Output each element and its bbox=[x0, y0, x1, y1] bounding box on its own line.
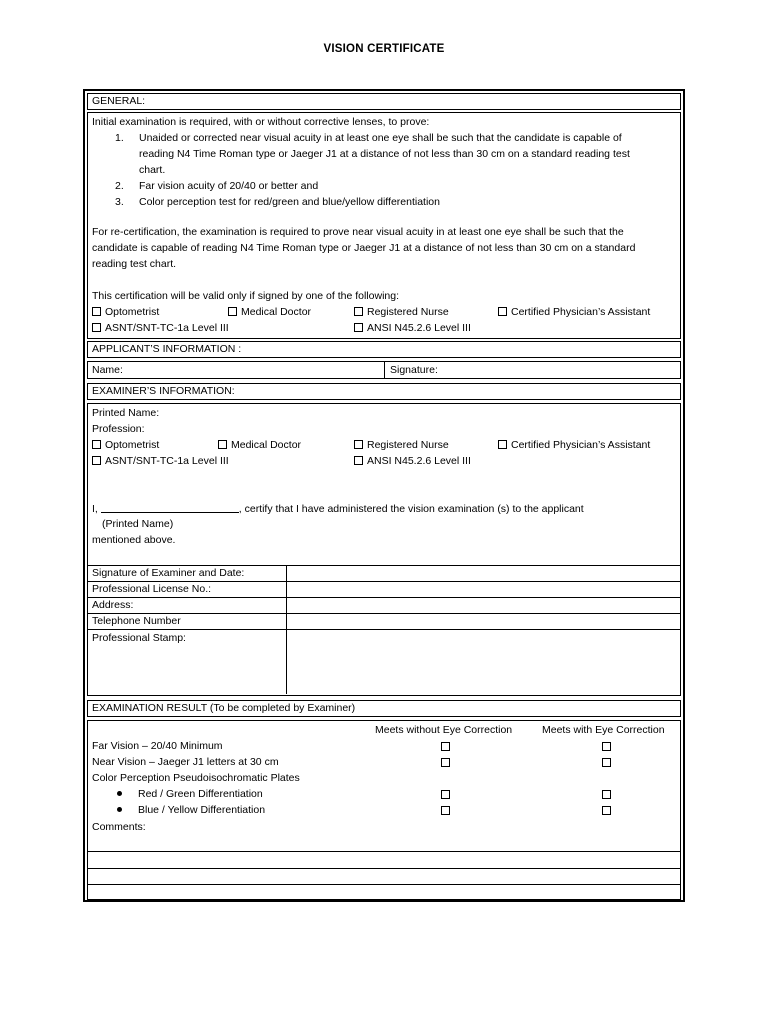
applicant-header: APPLICANT’S INFORMATION : bbox=[87, 341, 681, 358]
option-label: Certified Physician’s Assistant bbox=[511, 439, 651, 451]
general-option-registered-nurse[interactable] bbox=[354, 305, 449, 319]
checkbox-icon[interactable] bbox=[92, 440, 101, 449]
general-option-ansi[interactable] bbox=[354, 321, 471, 335]
item-1-line-2: reading N4 Time Roman type or Jaeger J1 at a distance of not less than 30 cm on a standard reading test bbox=[139, 148, 630, 160]
blue-yellow-with-checkbox[interactable] bbox=[602, 806, 611, 815]
red-green-without-checkbox[interactable] bbox=[441, 790, 450, 799]
option-label: Optometrist bbox=[105, 306, 160, 318]
general-option-medical-doctor[interactable] bbox=[228, 305, 311, 319]
comments-label: Comments: bbox=[92, 821, 146, 833]
printed-name-blank[interactable] bbox=[101, 503, 239, 513]
signature-date-label: Signature of Examiner and Date: bbox=[92, 567, 245, 579]
option-label: Certified Physician’s Assistant bbox=[511, 306, 651, 318]
examiner-option-ansi[interactable] bbox=[354, 454, 471, 468]
checkbox-icon[interactable] bbox=[354, 323, 363, 332]
examiner-profession-label: Profession: bbox=[92, 423, 145, 435]
applicant-signature-label: Signature: bbox=[390, 364, 438, 376]
examiner-option-asnt[interactable] bbox=[92, 454, 229, 468]
item-1-line-1: Unaided or corrected near visual acuity in at least one eye shall be such that the candidate is capable of bbox=[139, 132, 622, 144]
general-section bbox=[87, 112, 681, 339]
option-label: Medical Doctor bbox=[231, 439, 302, 451]
blue-yellow-without-checkbox[interactable] bbox=[441, 806, 450, 815]
comment-line[interactable] bbox=[88, 884, 680, 885]
general-header: GENERAL: bbox=[87, 93, 681, 110]
checkbox-icon[interactable] bbox=[354, 456, 363, 465]
checkbox-icon[interactable] bbox=[354, 440, 363, 449]
results-header: EXAMINATION RESULT (To be completed by Examiner) bbox=[87, 700, 681, 717]
general-option-optometrist[interactable] bbox=[92, 305, 159, 319]
checkbox-icon[interactable] bbox=[228, 307, 237, 316]
license-label: Professional License No.: bbox=[92, 583, 212, 595]
option-label: Registered Nurse bbox=[367, 306, 449, 318]
recert-line-3: reading test chart. bbox=[92, 258, 177, 270]
checkbox-icon[interactable] bbox=[92, 323, 101, 332]
examiner-section bbox=[87, 403, 681, 696]
column-header-without-correction: Meets without Eye Correction bbox=[375, 724, 513, 736]
valid-signers-text: This certification will be valid only if signed by one of the following: bbox=[92, 290, 399, 302]
examiner-option-registered-nurse[interactable] bbox=[354, 438, 449, 452]
page-title: VISION CERTIFICATE bbox=[323, 43, 445, 55]
applicant-name-label: Name: bbox=[92, 364, 123, 376]
examiner-option-physician-assistant[interactable] bbox=[498, 438, 650, 452]
option-label: Optometrist bbox=[105, 439, 160, 451]
printed-name-caption: (Printed Name) bbox=[102, 518, 174, 530]
item-number-1: 1. bbox=[115, 132, 124, 144]
checkbox-icon[interactable] bbox=[218, 440, 227, 449]
recert-line-1: For re-certification, the examination is required to prove near visual acuity in at least one eye shall be such that the bbox=[92, 226, 624, 238]
near-vision-label: Near Vision – Jaeger J1 letters at 30 cm bbox=[92, 756, 279, 768]
divider bbox=[88, 597, 680, 598]
examiner-option-medical-doctor[interactable] bbox=[218, 438, 301, 452]
certificate-form bbox=[83, 89, 685, 902]
comment-line[interactable] bbox=[88, 868, 680, 869]
divider bbox=[384, 362, 385, 378]
certify-prefix: I, bbox=[92, 503, 98, 515]
mentioned-above-text: mentioned above. bbox=[92, 534, 176, 546]
red-green-label: Red / Green Differentiation bbox=[138, 788, 263, 800]
red-green-with-checkbox[interactable] bbox=[602, 790, 611, 799]
checkbox-icon[interactable] bbox=[498, 307, 507, 316]
checkbox-icon[interactable] bbox=[498, 440, 507, 449]
option-label: ASNT/SNT-TC-1a Level III bbox=[105, 455, 229, 467]
bullet-icon bbox=[117, 791, 122, 796]
checkbox-icon[interactable] bbox=[92, 456, 101, 465]
item-1-line-3: chart. bbox=[139, 164, 166, 176]
recert-line-2: candidate is capable of reading N4 Time Roman type or Jaeger J1 at a distance of not less than 30 cm on a standard bbox=[92, 242, 636, 254]
item-number-3: 3. bbox=[115, 196, 124, 208]
far-vision-label: Far Vision – 20/40 Minimum bbox=[92, 740, 223, 752]
color-perception-label: Color Perception Pseudoisochromatic Plates bbox=[92, 772, 300, 784]
bullet-icon bbox=[117, 807, 122, 812]
item-number-2: 2. bbox=[115, 180, 124, 192]
examiner-header: EXAMINER’S INFORMATION: bbox=[87, 383, 681, 400]
divider bbox=[88, 629, 680, 630]
option-label: ASNT/SNT-TC-1a Level III bbox=[105, 322, 229, 334]
option-label: ANSI N45.2.6 Level III bbox=[367, 322, 471, 334]
checkbox-icon[interactable] bbox=[92, 307, 101, 316]
general-option-physician-assistant[interactable] bbox=[498, 305, 650, 319]
far-vision-without-checkbox[interactable] bbox=[441, 742, 450, 751]
column-header-with-correction: Meets with Eye Correction bbox=[542, 724, 665, 736]
checkbox-icon[interactable] bbox=[354, 307, 363, 316]
option-label: Registered Nurse bbox=[367, 439, 449, 451]
general-intro: Initial examination is required, with or without corrective lenses, to prove: bbox=[92, 116, 430, 128]
comment-line[interactable] bbox=[88, 851, 680, 852]
option-label: ANSI N45.2.6 Level III bbox=[367, 455, 471, 467]
far-vision-with-checkbox[interactable] bbox=[602, 742, 611, 751]
stamp-label: Professional Stamp: bbox=[92, 632, 186, 644]
blue-yellow-label: Blue / Yellow Differentiation bbox=[138, 804, 266, 816]
general-option-asnt[interactable] bbox=[92, 321, 229, 335]
near-vision-with-checkbox[interactable] bbox=[602, 758, 611, 767]
option-label: Medical Doctor bbox=[241, 306, 312, 318]
item-2-line-1: Far vision acuity of 20/40 or better and bbox=[139, 180, 319, 192]
examiner-printed-name-label: Printed Name: bbox=[92, 407, 160, 419]
applicant-section bbox=[87, 361, 681, 379]
near-vision-without-checkbox[interactable] bbox=[441, 758, 450, 767]
telephone-label: Telephone Number bbox=[92, 615, 181, 627]
item-3-line-1: Color perception test for red/green and blue/yellow differentiation bbox=[139, 196, 440, 208]
examiner-option-optometrist[interactable] bbox=[92, 438, 159, 452]
certify-statement bbox=[92, 502, 584, 516]
results-section bbox=[87, 720, 681, 900]
certify-suffix: , certify that I have administered the vision examination (s) to the applicant bbox=[238, 503, 584, 515]
address-label: Address: bbox=[92, 599, 134, 611]
